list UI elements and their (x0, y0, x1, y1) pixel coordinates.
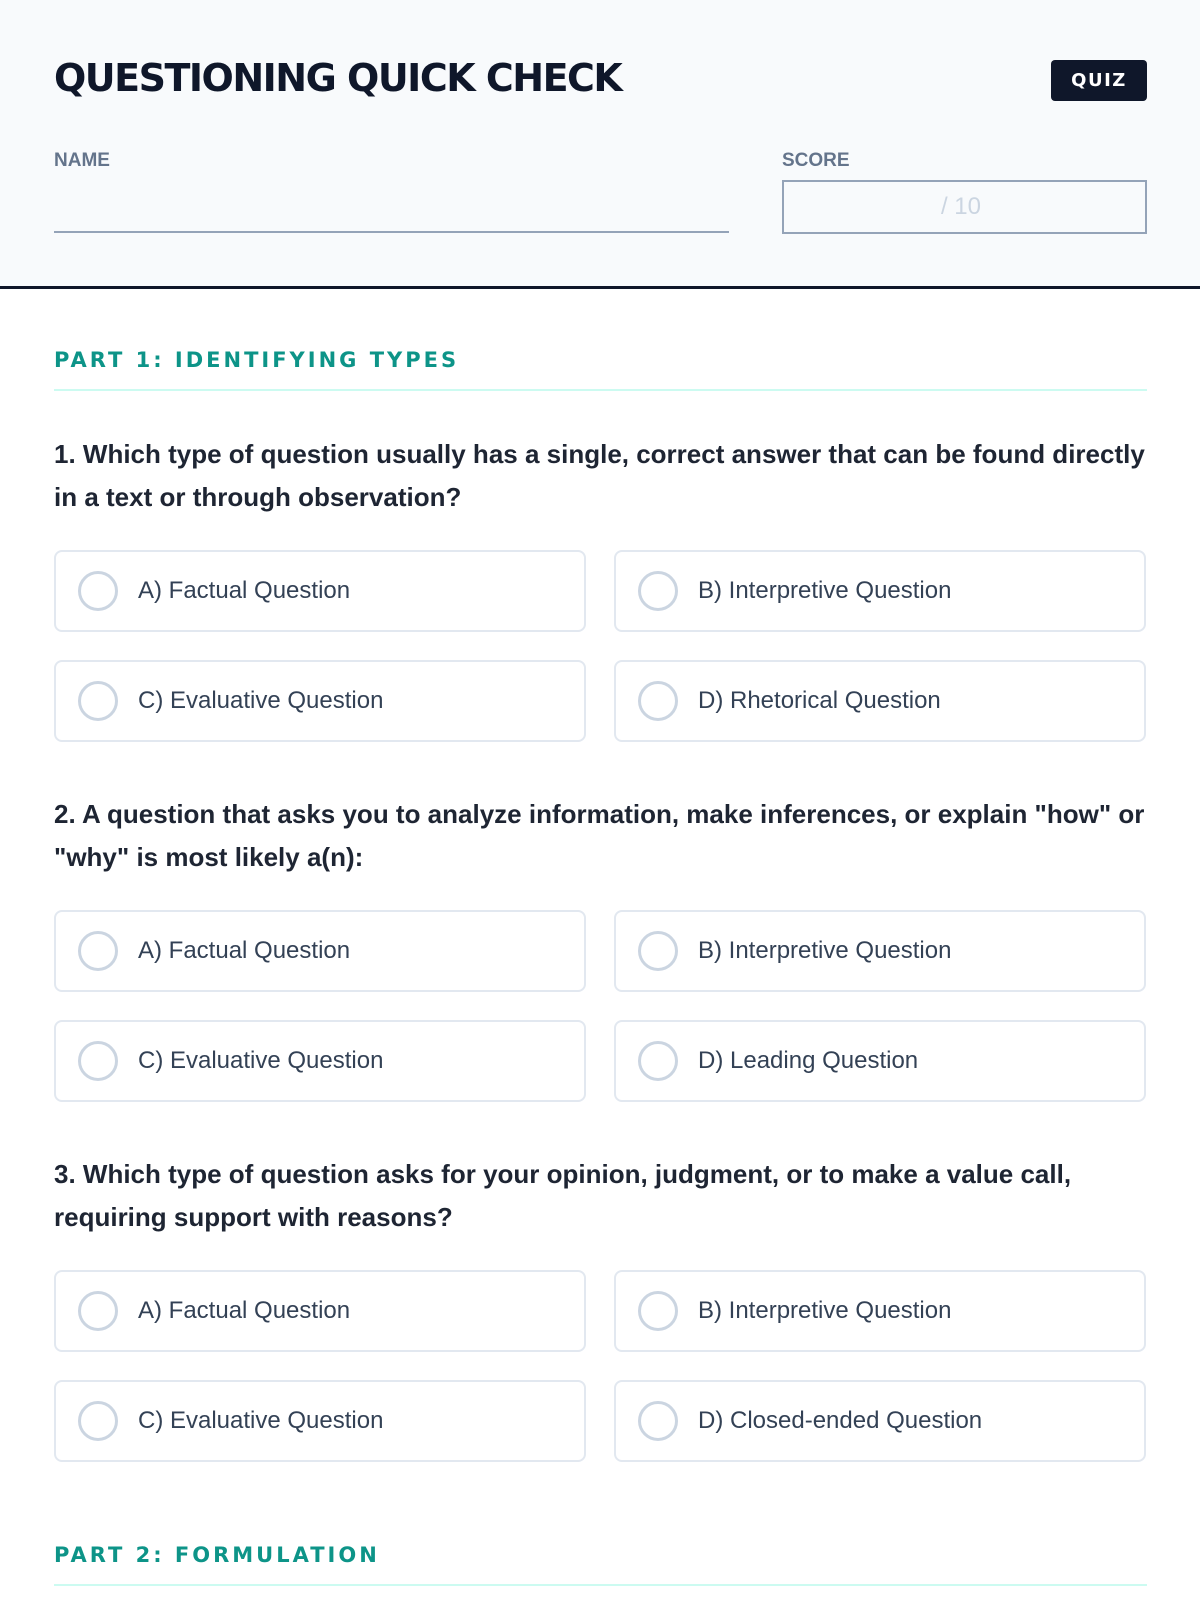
question-1 (54, 433, 1147, 742)
part-1-heading: PART 1: IDENTIFYING TYPES (54, 348, 1147, 391)
option-b[interactable] (614, 1270, 1146, 1352)
score-field[interactable] (782, 180, 1147, 234)
option-b[interactable] (614, 910, 1146, 992)
part-2-heading: PART 2: FORMULATION (54, 1543, 1147, 1586)
radio-button[interactable] (638, 931, 678, 971)
option-label: C) Evaluative Question (138, 1047, 384, 1074)
question-3 (54, 1153, 1147, 1462)
answer-options (54, 1270, 1147, 1462)
option-label: D) Closed-ended Question (698, 1407, 983, 1434)
radio-button[interactable] (638, 1291, 678, 1331)
question-text: 3. Which type of question asks for your opinion, judgment, or to make a value call, requiring support with reasons? (54, 1159, 1072, 1232)
page-title: QUESTIONING QUICK CHECK (54, 56, 622, 100)
option-label: D) Leading Question (698, 1047, 919, 1074)
name-field[interactable] (54, 231, 729, 233)
option-label: C) Evaluative Question (138, 1407, 384, 1434)
radio-button[interactable] (78, 931, 118, 971)
quiz-badge: QUIZ (1051, 60, 1147, 101)
radio-button[interactable] (78, 571, 118, 611)
radio-button[interactable] (638, 571, 678, 611)
option-c[interactable] (54, 1380, 586, 1462)
option-a[interactable] (54, 1270, 586, 1352)
option-label: A) Factual Question (138, 1297, 351, 1324)
radio-button[interactable] (78, 1041, 118, 1081)
option-label: A) Factual Question (138, 937, 351, 964)
answer-options (54, 910, 1147, 1102)
option-label: C) Evaluative Question (138, 687, 384, 714)
radio-button[interactable] (78, 681, 118, 721)
option-a[interactable] (54, 910, 586, 992)
option-d[interactable] (614, 660, 1146, 742)
option-d[interactable] (614, 1380, 1146, 1462)
option-label: B) Interpretive Question (698, 937, 952, 964)
question-text: 2. A question that asks you to analyze information, make inferences, or explain "how" or "why" is most likely a(n): (54, 799, 1145, 872)
question-2 (54, 793, 1147, 1102)
radio-button[interactable] (78, 1401, 118, 1441)
score-label: SCORE (782, 150, 850, 171)
option-d[interactable] (614, 1020, 1146, 1102)
option-c[interactable] (54, 660, 586, 742)
option-label: B) Interpretive Question (698, 1297, 952, 1324)
option-label: B) Interpretive Question (698, 577, 952, 604)
name-label: NAME (54, 150, 110, 171)
radio-button[interactable] (638, 681, 678, 721)
quiz-header (0, 0, 1200, 289)
option-label: D) Rhetorical Question (698, 687, 941, 714)
radio-button[interactable] (638, 1401, 678, 1441)
option-a[interactable] (54, 550, 586, 632)
option-b[interactable] (614, 550, 1146, 632)
answer-options (54, 550, 1147, 742)
option-label: A) Factual Question (138, 577, 351, 604)
radio-button[interactable] (638, 1041, 678, 1081)
question-text: 1. Which type of question usually has a single, correct answer that can be found directly in a text or through observation? (54, 439, 1145, 512)
radio-button[interactable] (78, 1291, 118, 1331)
option-c[interactable] (54, 1020, 586, 1102)
score-suffix: / 10 (940, 193, 981, 220)
